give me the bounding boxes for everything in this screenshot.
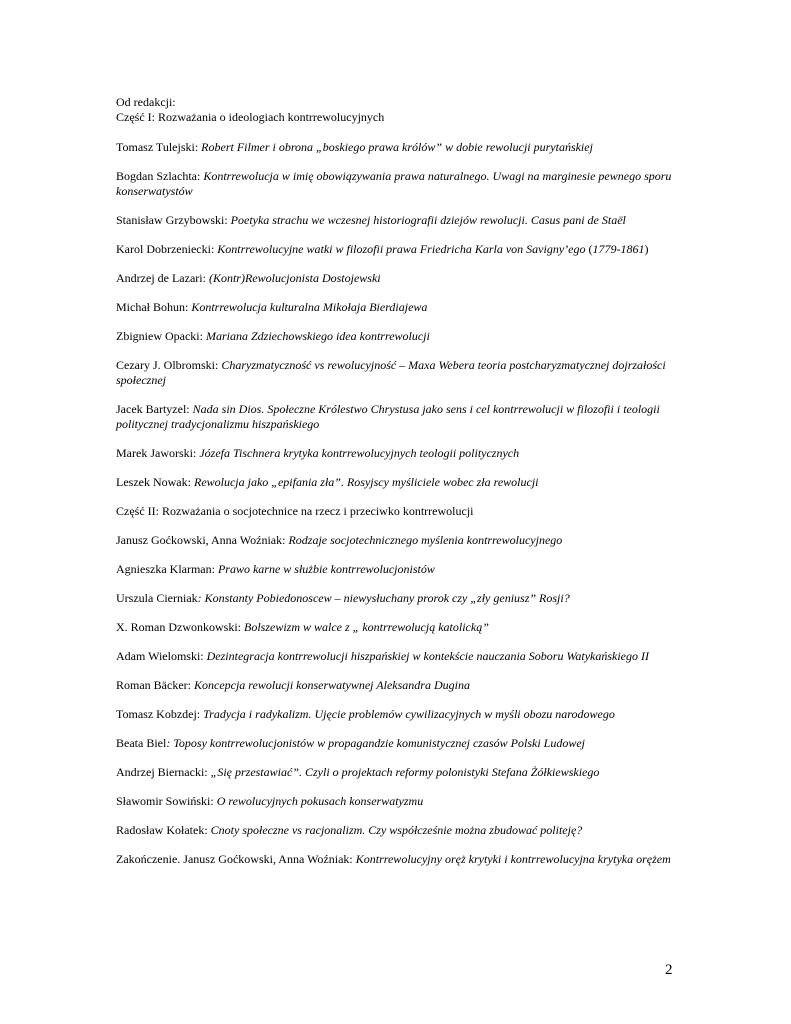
entry-author: Leszek Nowak: <box>116 475 194 489</box>
part-one-heading: Część I: Rozważania o ideologiach kontrrewolucyjnych <box>116 110 385 124</box>
toc-entry <box>116 140 676 155</box>
entry-title: Mariana Zdziechowskiego idea kontrrewolucji <box>205 329 430 343</box>
toc-entry <box>116 562 676 577</box>
entry-author: Sławomir Sowiński: <box>116 794 217 808</box>
entry-title: Nada sin Dios. Społeczne Królestwo Chrystusa jako sens i cel kontrrewolucji w filozofii i teologii politycznej tradycjonalizmu hiszpańskiego <box>116 402 660 431</box>
entry-title: Dezintegracja kontrrewolucji hiszpańskiej w kontekście nauczania Soboru Watykańskiego II <box>206 649 649 663</box>
entry-title: „Się przestawiać”. Czyli o projektach reformy polonistyki Stefana Żółkiewskiego <box>210 765 600 779</box>
toc-entry <box>116 402 676 432</box>
toc-entry <box>116 823 676 838</box>
entry-author: Marek Jaworski: <box>116 446 200 460</box>
entry-title: Robert Filmer i obrona „boskiego prawa królów” w dobie rewolucji purytańskiej <box>201 140 593 154</box>
entry-title: : Konstanty Pobiedonoscew – niewysłuchany prorok czy „zły geniusz” Rosji? <box>197 591 570 605</box>
toc-entry <box>116 358 676 388</box>
entry-title: Kontrrewolucja w imię obowiązywania prawa naturalnego. Uwagi na marginesie pewnego sporu konserwatystów <box>116 169 672 198</box>
toc-entry <box>116 300 676 315</box>
entry-author: Michał Bohun: <box>116 300 192 314</box>
entry-title: Koncepcja rewolucji konserwatywnej Aleksandra Dugina <box>193 678 470 692</box>
entry-title: (Kontr)Rewolucjonista Dostojewski <box>208 271 381 285</box>
entry-title: Kontrrewolucyjne watki w filozofii prawa Friedricha Karla von Savigny’ego <box>217 242 586 256</box>
toc-entry <box>116 213 676 228</box>
entry-title: Prawo karne w służbie kontrrewolucjonistów <box>217 562 435 576</box>
table-of-contents <box>116 95 676 867</box>
toc-entry <box>116 707 676 722</box>
entry-author: Beata Biel <box>116 736 167 750</box>
entry-author: Stanisław Grzybowski: <box>116 213 231 227</box>
toc-entry <box>116 591 676 606</box>
toc-entry <box>116 620 676 635</box>
entry-author: Roman Bäcker: <box>116 678 194 692</box>
entry-title: : Toposy kontrrewolucjonistów w propagandzie komunistycznej czasów Polski Ludowej <box>166 736 585 750</box>
toc-entry <box>116 852 676 867</box>
toc-entry <box>116 765 676 780</box>
entry-author: Urszula Cierniak <box>116 591 198 605</box>
entry-author: Tomasz Tulejski: <box>116 140 202 154</box>
toc-entry <box>116 533 676 548</box>
entry-title: O rewolucyjnych pokusach konserwatyzmu <box>216 794 424 808</box>
entry-author: Zbigniew Opacki: <box>116 329 206 343</box>
entry-author: Jacek Bartyzel: <box>116 402 193 416</box>
entry-author: X. Roman Dzwonkowski: <box>116 620 244 634</box>
toc-entry <box>116 736 676 751</box>
entry-author: Cezary J. Olbromski: <box>116 358 222 372</box>
entry-author: Tomasz Kobzdej: <box>116 707 204 721</box>
page-number: 2 <box>665 962 673 978</box>
toc-entry <box>116 169 676 199</box>
entry-author: Bogdan Szlachta: <box>116 169 204 183</box>
entry-text: ) <box>644 242 649 256</box>
entry-author: Agnieszka Klarman: <box>116 562 218 576</box>
entry-title: Kontrrewolucja kulturalna Mikołaja Bierdiajewa <box>191 300 428 314</box>
entry-author: Janusz Goćkowski, Anna Woźniak: <box>116 533 289 547</box>
toc-entry <box>116 329 676 344</box>
entry-author: Część II: Rozważania o socjotechnice na rzecz i przeciwko kontrrewolucji <box>116 504 474 518</box>
toc-entry <box>116 271 676 286</box>
entry-title: Bolszewizm w walce z „ kontrrewolucją katolicką” <box>244 620 489 634</box>
toc-entry <box>116 678 676 693</box>
entry-author: Andrzej de Lazari: <box>116 271 209 285</box>
entry-list <box>116 140 676 867</box>
toc-entry <box>116 794 676 809</box>
toc-entry <box>116 446 676 461</box>
entry-author: Andrzej Biernacki: <box>116 765 211 779</box>
editorial-note-heading: Od redakcji: <box>116 95 176 109</box>
toc-entry <box>116 504 676 519</box>
entry-title: Poetyka strachu we wczesnej historiografii dziejów rewolucji. Casus pani de Staël <box>230 213 626 227</box>
entry-title: Cnoty społeczne vs racjonalizm. Czy współcześnie można zbudować politeję? <box>210 823 583 837</box>
toc-entry <box>116 242 676 257</box>
entry-title: Rodzaje socjotechnicznego myślenia kontrrewolucyjnego <box>288 533 563 547</box>
entry-text: ( <box>585 242 593 256</box>
entry-title: Rewolucja jako „epifania zła”. Rosyjscy myśliciele wobec zła rewolucji <box>193 475 539 489</box>
entry-title: Tradycja i radykalizm. Ujęcie problemów cywilizacyjnych w myśli obozu narodowego <box>203 707 615 721</box>
entry-author: Radosław Kołatek: <box>116 823 211 837</box>
toc-entry <box>116 649 676 664</box>
entry-title: Józefa Tischnera krytyka kontrrewolucyjnych teologii politycznych <box>199 446 520 460</box>
entry-author: Karol Dobrzeniecki: <box>116 242 218 256</box>
entry-title: Kontrrewolucyjny oręż krytyki i kontrrewolucyjna krytyka orężem <box>355 852 671 866</box>
entry-author: Adam Wielomski: <box>116 649 207 663</box>
entry-dates: 1779-1861 <box>592 242 645 256</box>
entry-author: Zakończenie. Janusz Goćkowski, Anna Woźniak: <box>116 852 356 866</box>
entry-title: Charyzmatyczność vs rewolucyjność – Maxa Webera teoria postcharyzmatycznej dojrzałości społecznej <box>116 358 666 387</box>
toc-entry <box>116 475 676 490</box>
